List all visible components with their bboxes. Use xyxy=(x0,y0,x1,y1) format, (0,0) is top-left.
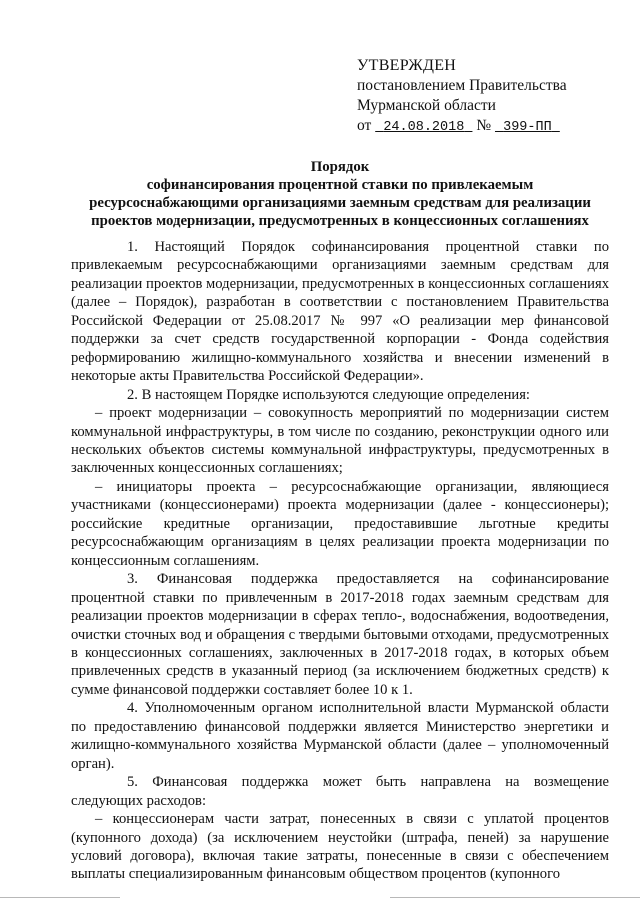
paragraph-4: 4. Уполномоченным органом исполнительной власти Мурманской области по предоставлению финансовой поддержки является Министерство энергетики и жилищно-коммунального хозяйства Мурманской области (далее – уполномоченный орган). xyxy=(71,700,609,772)
approval-date-number xyxy=(357,116,627,138)
number-prefix: № xyxy=(476,117,492,134)
paragraph-3: 3. Финансовая поддержка предоставляется на софинансирование процентной ставки по привлеченным в 2017-2018 годах заемным средствам для реализации проектов модернизации в сферах тепло-, водоснабжения, водоотведения, очистки сточных вод и обращения с твердыми бытовыми отходами, предусмотренных в концессионных соглашениях, заключенных в 2017-2018 годах, в которых объем привлеченных средств в указанный период (за исключением бюджетных средств) к сумме финансовой поддержки составляет более 10 к 1. xyxy=(71,571,609,698)
approval-stamp xyxy=(357,56,627,138)
document-title xyxy=(70,158,610,230)
approval-date: 24.08.2018 xyxy=(383,120,465,135)
date-prefix: от xyxy=(357,117,372,134)
definition-project: – проект модернизации – совокупность мероприятий по модернизации систем коммунальной инфраструктуры, в том числе по созданию, реконструкции одного или нескольких объектов системы коммунальной инфраструктуры, предусмотренных в заключенных концессионных соглашениях; xyxy=(71,405,609,477)
approval-line-decree: постановлением Правительства xyxy=(357,77,567,94)
title-line-1: Порядок xyxy=(310,159,370,175)
paragraph-2: 2. В настоящем Порядке используются следующие определения: xyxy=(127,386,530,403)
approval-line-region: Мурманской области xyxy=(357,97,496,114)
paragraph-1: 1. Настоящий Порядок софинансирования процентной ставки по привлекаемым ресурсоснабжающими организациями заемным средствам для реализации проектов модернизации, предусмотренных в концессионных соглашениях (далее – Порядок), разработан в соответствии с постановлением Правительства Российской Федерации от 25.08.2017 № 997 «О реализации мер финансовой поддержки за счет средств государственной корпорации - Фонда содействия реформированию жилищно-коммунального хозяйства и внесении изменений в некоторые акты Правительства Российской Федерации». xyxy=(71,239,609,385)
document-body xyxy=(71,238,609,884)
scan-edge-mark xyxy=(0,897,120,898)
title-line-4: проектов модернизации, предусмотренных в концессионных соглашениях xyxy=(91,213,589,229)
scan-edge-mark xyxy=(390,897,640,898)
expense-item-1: – концессионерам части затрат, понесенных в связи с уплатой процентов (купонного дохода) (за исключением неустойки (штрафа, пеней) за нарушение условий договора), включая такие затраты, понесенные в связи с обеспечением выплаты специализированным финансовым обществом процентов (купонного xyxy=(71,811,609,883)
title-line-3: ресурсоснабжающими организациями заемным средствам для реализации xyxy=(89,195,591,211)
approval-number: 399-ПП xyxy=(503,120,552,135)
definition-initiators: – инициаторы проекта – ресурсоснабжающие организации, являющиеся участниками (концессионерами) проекта модернизации (далее - концессионеры); российские кредитные организации, предоставившие льготные кредиты ресурсоснабжающим организациям в целях реализации проекта модернизации по концессионным соглашениям. xyxy=(71,478,609,569)
paragraph-5: 5. Финансовая поддержка может быть направлена на возмещение следующих расходов: xyxy=(71,774,609,809)
title-line-2: софинансирования процентной ставки по привлекаемым xyxy=(146,177,534,193)
approval-title: УТВЕРЖДЕН xyxy=(357,57,457,74)
